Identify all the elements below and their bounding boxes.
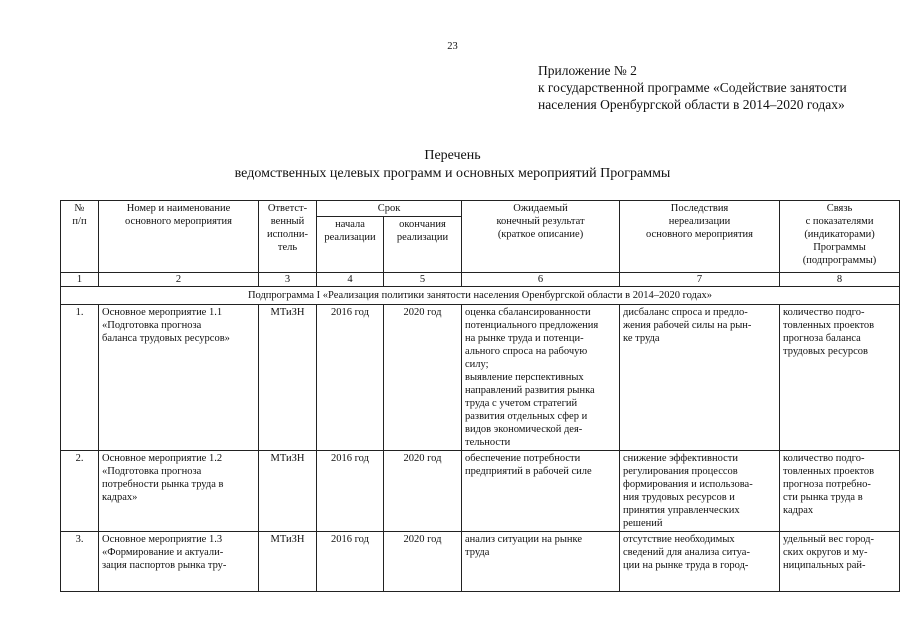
text-line: потребности рынка труда в — [102, 479, 224, 490]
text-line: труда — [465, 547, 490, 558]
column-number: 5 — [384, 273, 462, 287]
header-num — [61, 201, 99, 273]
text-line: кадрах — [783, 505, 814, 516]
text-line: прогноза баланса — [783, 333, 861, 344]
cell-responsible: МТиЗН — [259, 451, 317, 532]
cell-link — [780, 451, 900, 532]
cell-start: 2016 год — [317, 451, 384, 532]
text-line: «Формирование и актуали- — [102, 547, 224, 558]
table-body — [61, 305, 900, 592]
text-line: ции на рынке труда в город- — [623, 560, 749, 571]
text-line: выявление перспективных — [465, 372, 584, 383]
cell-end: 2020 год — [384, 305, 462, 451]
table-row — [61, 305, 900, 451]
text-line: Последствия — [670, 203, 729, 214]
text-line: основного мероприятия — [646, 229, 753, 240]
header-name — [99, 201, 259, 273]
cell-result — [462, 451, 620, 532]
text-line: оценка сбалансированности — [465, 307, 591, 318]
page-number: 23 — [447, 41, 458, 52]
cell-consequences — [620, 532, 780, 592]
text-line: № — [74, 203, 85, 214]
text-line: реализации — [396, 232, 449, 243]
text-line: Основное мероприятие 1.1 — [102, 307, 223, 318]
column-number: 4 — [317, 273, 384, 287]
cell-end: 2020 год — [384, 451, 462, 532]
header-result — [462, 201, 620, 273]
text-line: кадрах» — [102, 492, 138, 503]
document-title — [0, 147, 905, 183]
programs-table-wrapper — [60, 200, 900, 640]
cell-link — [780, 305, 900, 451]
cell-start: 2016 год — [317, 532, 384, 592]
column-number: 7 — [620, 273, 780, 287]
text-line: с показателями — [805, 216, 874, 227]
table-row — [61, 532, 900, 592]
header-link — [780, 201, 900, 273]
header-responsible — [259, 201, 317, 273]
text-line: венный — [270, 216, 305, 227]
cell-name — [99, 451, 259, 532]
cell-consequences — [620, 451, 780, 532]
text-line: (индикаторами) — [804, 229, 875, 240]
text-line: ке труда — [623, 333, 660, 344]
column-number-row — [61, 273, 900, 287]
text-line: снижение эффективности — [623, 453, 738, 464]
text-line: силу; — [465, 359, 489, 370]
cell-start: 2016 год — [317, 305, 384, 451]
cell-name — [99, 305, 259, 451]
text-line: жения рабочей силы на рын- — [623, 320, 752, 331]
column-number: 1 — [61, 273, 99, 287]
text-line: удельный вес город- — [783, 534, 874, 545]
text-line: труда с учетом стратегий — [465, 398, 578, 409]
text-line: Ответст- — [267, 203, 308, 214]
text-line: анализ ситуации на рынке — [465, 534, 582, 545]
text-line: видов экономической дея- — [465, 424, 583, 435]
text-line: Ожидаемый — [513, 203, 568, 214]
cell-name — [99, 532, 259, 592]
text-line: баланса трудовых ресурсов» — [102, 333, 230, 344]
text-line: сведений для анализа ситуа- — [623, 547, 750, 558]
table-row — [61, 451, 900, 532]
cell-end: 2020 год — [384, 532, 462, 592]
header-start — [317, 217, 384, 273]
text-line: «Подготовка прогноза — [102, 320, 202, 331]
header-end — [384, 217, 462, 273]
column-number: 2 — [99, 273, 259, 287]
text-line: Основное мероприятие 1.3 — [102, 534, 223, 545]
text-line: тель — [277, 242, 298, 253]
text-line: ния трудовых ресурсов и — [623, 492, 735, 503]
cell-num: 3. — [61, 532, 99, 592]
text-line: формирования и использова- — [623, 479, 753, 490]
text-line: прогноза потребно- — [783, 479, 871, 490]
text-line: начала — [335, 219, 365, 230]
text-line: Основное мероприятие 1.2 — [102, 453, 223, 464]
cell-result — [462, 532, 620, 592]
text-line: количество подго- — [783, 453, 865, 464]
text-line: зация паспортов рынка тру- — [102, 560, 227, 571]
text-line: дисбаланс спроса и предло- — [623, 307, 748, 318]
text-line: на рынке труда и потенци- — [465, 333, 584, 344]
text-line: окончания — [399, 219, 446, 230]
text-line: исполни- — [267, 229, 308, 240]
text-line: реализации — [324, 232, 376, 243]
text-line: потенциального предложения — [465, 320, 599, 331]
cell-num: 2. — [61, 451, 99, 532]
text-line: отсутствие необходимых — [623, 534, 735, 545]
text-line: (краткое описание) — [497, 229, 584, 240]
appendix-header — [538, 62, 847, 113]
cell-responsible: МТиЗН — [259, 532, 317, 592]
column-number: 3 — [259, 273, 317, 287]
text-line: конечный результат — [496, 216, 585, 227]
text-line: обеспечение потребности — [465, 453, 581, 464]
column-number: 6 — [462, 273, 620, 287]
text-line: товленных проектов — [783, 320, 875, 331]
header-consequences — [620, 201, 780, 273]
appendix-line: населения Оренбургской области в 2014–2020 годах» — [538, 97, 845, 112]
text-line: ских округов и му- — [783, 547, 868, 558]
text-line: нереализации — [668, 216, 731, 227]
text-line: Связь — [826, 203, 853, 214]
title-line-1: Перечень — [424, 148, 481, 163]
text-line: основного мероприятия — [125, 216, 232, 227]
text-line: регулирования процессов — [623, 466, 738, 477]
cell-link — [780, 532, 900, 592]
column-number: 8 — [780, 273, 900, 287]
appendix-line: к государственной программе «Содействие занятости — [538, 80, 847, 95]
text-line: сти рынка труда в — [783, 492, 863, 503]
text-line: решений — [623, 518, 663, 529]
text-line: Номер и наименование — [126, 203, 231, 214]
appendix-line: Приложение № 2 — [538, 63, 637, 78]
text-line: принятия управленческих — [623, 505, 740, 516]
text-line: ального спроса на рабочую — [465, 346, 588, 357]
header-term: Срок — [317, 201, 462, 217]
text-line: направлений развития рынка — [465, 385, 595, 396]
text-line: трудовых ресурсов — [783, 346, 868, 357]
text-line: Программы — [813, 242, 866, 253]
cell-responsible: МТиЗН — [259, 305, 317, 451]
subprogram-row: Подпрограмма I «Реализация политики занятости населения Оренбургской области в 2014–2020 годах» — [61, 287, 900, 305]
text-line: п/п — [72, 216, 87, 227]
text-line: «Подготовка прогноза — [102, 466, 202, 477]
programs-table — [60, 200, 900, 592]
text-line: товленных проектов — [783, 466, 875, 477]
cell-num: 1. — [61, 305, 99, 451]
title-line-2: ведомственных целевых программ и основных мероприятий Программы — [234, 166, 671, 181]
text-line: (подпрограммы) — [802, 255, 877, 266]
text-line: количество подго- — [783, 307, 865, 318]
text-line: развития отдельных сфер и — [465, 411, 588, 422]
cell-consequences — [620, 305, 780, 451]
text-line: ниципальных рай- — [783, 560, 866, 571]
text-line: тельности — [465, 437, 511, 448]
text-line: предприятий в рабочей силе — [465, 466, 592, 477]
cell-result — [462, 305, 620, 451]
